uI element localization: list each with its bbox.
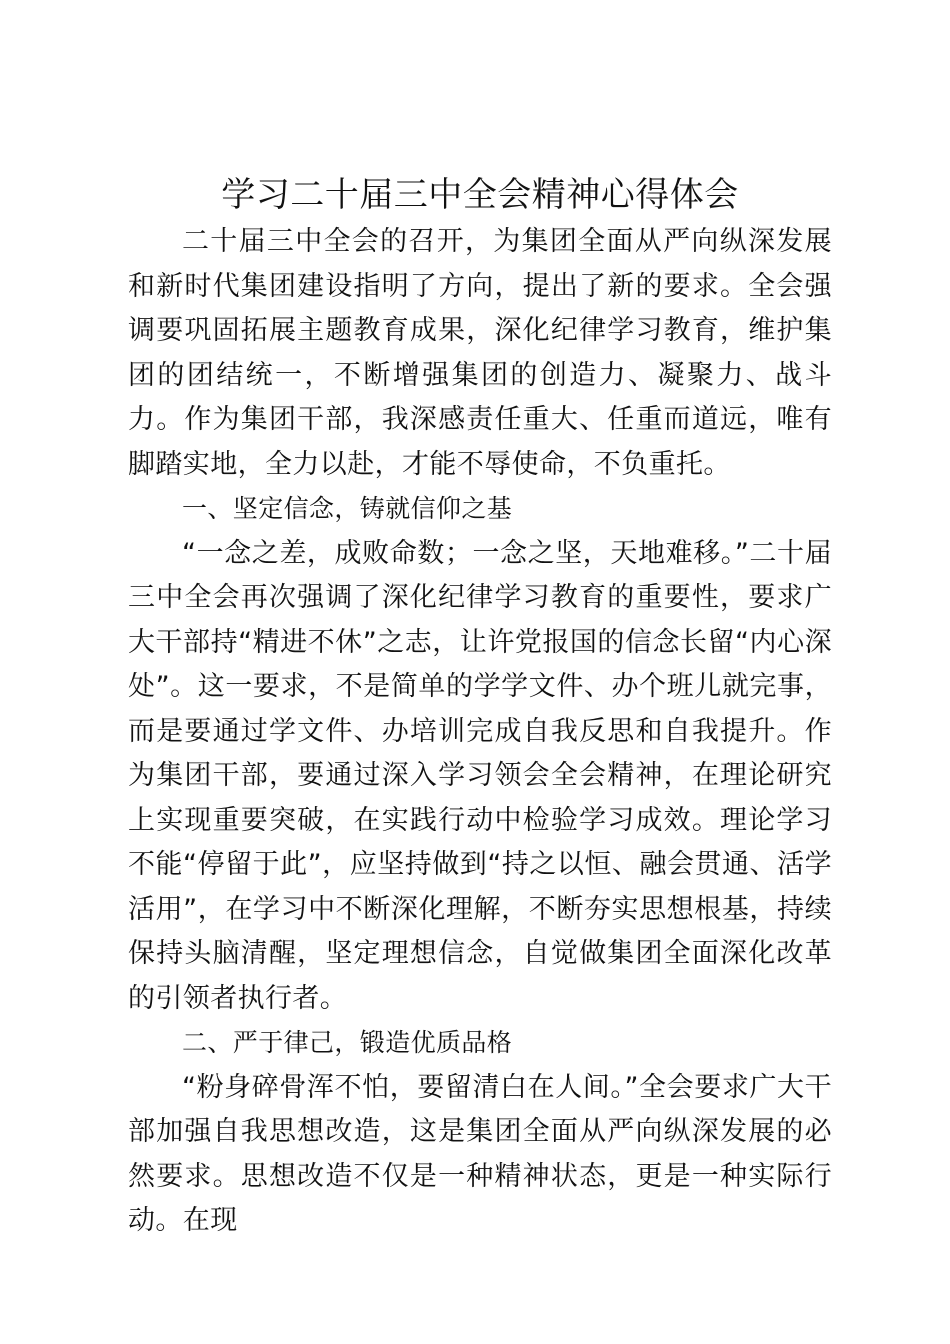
intro-paragraph: 二十届三中全会的召开，为集团全面从严向纵深发展和新时代集团建设指明了方向，提出了新的要求。全会强调要巩固拓展主题教育成果，深化纪律学习教育，维护集团的团结统一，不断增强集团的创造力、凝聚力、战斗力。作为集团干部，我深感责任重大、任重而道远，唯有脚踏实地，全力以赴，才能不辱使命，不负重托。: [128, 226, 832, 480]
document-title: 学习二十届三中全会精神心得体会: [221, 175, 739, 215]
section-2-heading: 二、严于律己，锻造优质品格: [182, 1028, 513, 1057]
document-page: [128, 170, 832, 1244]
section-2-paragraph: “粉身碎骨浑不怕，要留清白在人间。”全会要求广大干部加强自我思想改造，这是集团全面从严向纵深发展的必然要求。思想改造不仅是一种精神状态，更是一种实际行动。在现: [128, 1071, 832, 1236]
section-1-paragraph: “一念之差，成败命数；一念之坚，天地难移。”二十届三中全会再次强调了深化纪律学习教育的重要性，要求广大干部持“精进不休”之志，让许党报国的信念长留“内心深处”。这一要求，不是简单的学学文件、办个班儿就完事，而是要通过学文件、办培训完成自我反思和自我提升。作为集团干部，要通过深入学习领会全会精神，在理论研究上实现重要突破，在实践行动中检验学习成效。理论学习不能“停留于此”，应坚持做到“持之以恒、融会贯通、活学活用”，在学习中不断深化理解，不断夯实思想根基，持续保持头脑清醒，坚定理想信念，自觉做集团全面深化改革的引领者执行者。: [128, 537, 832, 1014]
section-1-heading: 一、坚定信念，铸就信仰之基: [182, 494, 513, 523]
